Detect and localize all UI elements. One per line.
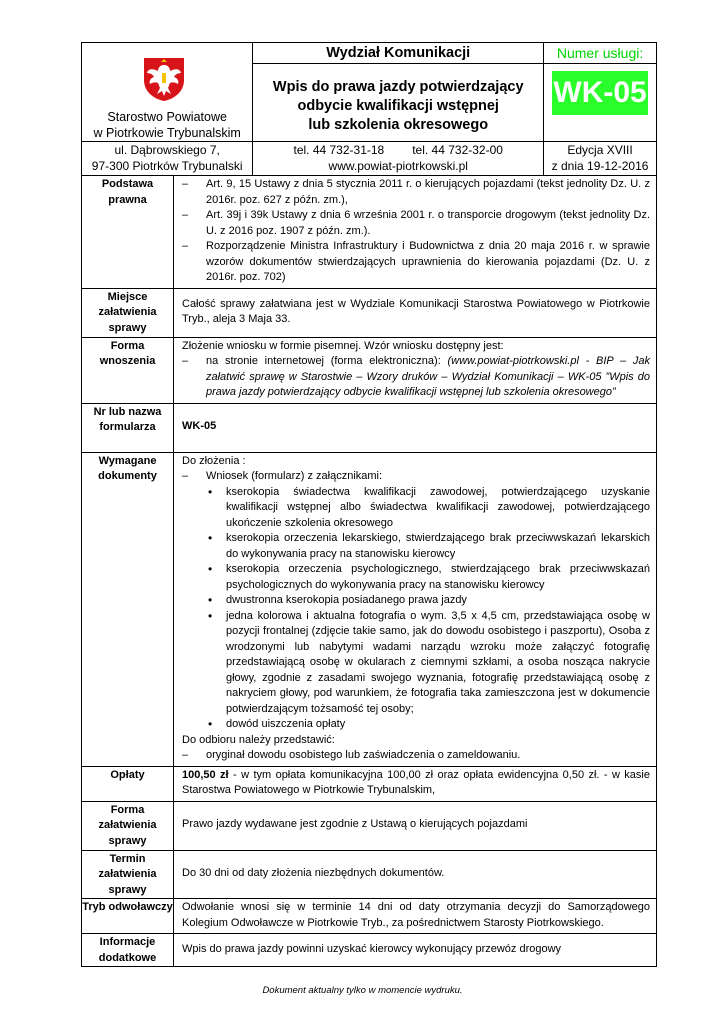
document-item: • jedna kolorowa i aktualna fotografia o wym. 3,5 x 4,5 cm, przedstawiająca osobę w pozycji frontalnej (zdjęcie takie samo, jak do dowodu osobistego i paszportu), Osoba z wrodzonymi lub nabytymi wadami narządu wzroku może załączyć fotografię przedstawiającą osobę w okularach z ciemnymi szkłami, a osoba nosząca nakrycie głowy, zgodnie z zasadami swojego wyznania, fotografię przedstawiającą osobę z nakryciem głowy, pod warunkiem, że fotografia taka zamieszczona jest w dokumencie potwierdzającym tożsamość tej osoby; [182, 609, 650, 718]
form-intro: Złożenie wniosku w formie pisemnej. Wzór wniosku dostępny jest: [182, 339, 504, 352]
service-title [253, 64, 543, 135]
phone-1: tel. 44 732-31-18 [293, 143, 385, 157]
appeal-text: Odwołanie wnosi się w terminie 14 dni od daty otrzymania decyzji do Samorządowego Kolegium Odwoławcze w Piotrkowie Tryb., za pośrednictwem Starosty Piotrkowskiego. [174, 899, 657, 934]
phone-numbers [253, 143, 543, 159]
edition-cell [544, 142, 657, 176]
edition-date: z dnia 19-12-2016 [551, 158, 649, 173]
fee-amount: 100,50 zł [182, 768, 229, 781]
row-form [82, 337, 657, 403]
document-item: • dowód uiszczenia opłaty [182, 717, 650, 733]
label-appeal: Tryb odwoławczy [82, 899, 174, 934]
label-additional-info: Informacje dodatkowe [82, 934, 174, 967]
contact-cell [253, 142, 544, 176]
address-cell [82, 142, 253, 176]
label-required-documents: Wymagane dokumenty [82, 452, 174, 766]
service-title-line2: odbycie kwalifikacji wstępnej [297, 98, 499, 114]
document-item: • kserokopia orzeczenia psychologicznego, stwierdzającego brak przeciwwskazań psychologicznych do wykonywania pracy na stanowisku kierowcy [182, 562, 650, 593]
label-completion: Forma załatwienia sprawy [82, 801, 174, 850]
label-form: Forma wnoszenia [82, 337, 174, 403]
title-cell [253, 43, 544, 142]
form-item [182, 354, 650, 401]
fees-text [174, 766, 657, 801]
department-name: Wydział Komunikacji [253, 43, 543, 64]
service-title-line1: Wpis do prawa jazdy potwierdzający [272, 79, 524, 95]
legal-basis-item: – Rozporządzenie Ministra Infrastruktury i Budownictwa z dnia 20 maja 2016 r. w sprawie wzorów dokumentów stwierdzających uprawnienia do kierowania pojazdami (Dz. U. z 2016r. poz. 702) [182, 239, 650, 286]
document-item: • kserokopia orzeczenia lekarskiego, stwierdzającego brak przeciwwskazań lekarskich do wykonywania pracy na stanowisku kierowcy [182, 531, 650, 562]
row-place [82, 288, 657, 337]
row-required-documents [82, 452, 657, 766]
form-item-path: (www.powiat-piotrkowski.pl - BIP – Jak załatwić sprawę w Starostwie – Wzory druków – Wydział Komunikacji – WK-05 ”Wpis do prawa jazdy potwierdzający odbycie kwalifikacji wstępnej lub szkolenia okresowego” [206, 355, 650, 398]
footer-note: Dokument aktualny tylko w momencie wydruku. [262, 985, 463, 996]
row-legal-basis [82, 176, 657, 288]
label-legal-basis: Podstawa prawna [82, 176, 174, 288]
label-deadline: Termin załatwienia sprawy [82, 850, 174, 899]
edition-label: Edycja XVIII [567, 143, 633, 157]
document-item: • dwustronna kserokopia posiadanego prawa jazdy [182, 593, 650, 609]
form-item-text: na stronie internetowej (forma elektroniczna): [206, 355, 441, 367]
completion-text: Prawo jazdy wydawane jest zgodnie z Ustawą o kierujących pojazdami [174, 801, 657, 850]
row-additional-info [82, 934, 657, 967]
legal-basis-list [174, 176, 657, 288]
pickup-item: – oryginał dowodu osobistego lub zaświadczenia o zameldowaniu. [182, 748, 650, 764]
label-form-name: Nr lub nazwa formularza [82, 403, 174, 452]
fee-details: - w tym opłata komunikacyjna 100,00 zł oraz opłata ewidencyjna 0,50 zł. - w kasie Starostwa Powiatowego w Piotrkowie Trybunalskim, [182, 768, 650, 796]
row-appeal [82, 899, 657, 934]
legal-basis-item: – Art. 9, 15 Ustawy z dnia 5 stycznia 2011 r. o kierujących pojazdami (tekst jednolity Dz. U. z 2016r. poz. 627 z późn. zm.), [182, 177, 650, 208]
office-name [82, 109, 252, 141]
office-cell [82, 43, 253, 142]
service-number: WK-05 [552, 71, 648, 115]
coat-of-arms-icon [138, 56, 190, 102]
row-deadline [82, 850, 657, 899]
document-item: • kserokopia świadectwa kwalifikacji zawodowej, potwierdzającego uzyskanie kwalifikacji wstępnej albo świadectwa kwalifikacji zawodowej, potwierdzającego ukończenie szkolenia okresowego [182, 485, 650, 532]
label-fees: Opłaty [82, 766, 174, 801]
website-address: www.powiat-piotrkowski.pl [328, 158, 468, 173]
phone-2: tel. 44 732-32-00 [412, 143, 503, 157]
address-line1: ul. Dąbrowskiego 7, [114, 143, 220, 157]
label-place: Miejsce załatwienia sprawy [82, 288, 174, 337]
header-table [81, 42, 657, 176]
additional-info-text: Wpis do prawa jazdy powinni uzyskać kierowcy wykonujący przewóz drogowy [174, 934, 657, 967]
pickup-intro: Do odbioru należy przedstawić: [182, 733, 335, 746]
service-number-label: Numer usługi: [544, 43, 656, 64]
row-form-name [82, 403, 657, 452]
required-documents [174, 452, 657, 766]
service-number-cell [544, 43, 657, 142]
place-text: Całość sprawy załatwiana jest w Wydziale Komunikacji Starostwa Powiatowego w Piotrkowie Tryb., aleja 3 Maja 33. [174, 288, 657, 337]
deadline-text: Do 30 dni od daty złożenia niezbędnych dokumentów. [174, 850, 657, 899]
document-page [81, 42, 657, 967]
legal-basis-item: – Art. 39j i 39k Ustawy z dnia 6 września 2001 r. o transporcie drogowym (tekst jednolity Dz. U. z 2016 poz. 1907 z późn. zm.). [182, 208, 650, 239]
row-completion [82, 801, 657, 850]
info-table [81, 176, 657, 967]
form-name: WK-05 [174, 403, 657, 452]
office-name-line1: Starostwo Powiatowe [107, 110, 227, 124]
form-content [174, 337, 657, 403]
documents-intro: Do złożenia : [182, 454, 246, 467]
office-name-line2: w Piotrkowie Trybunalskim [93, 126, 241, 140]
row-fees [82, 766, 657, 801]
documents-main-item: – Wniosek (formularz) z załącznikami: [182, 469, 650, 485]
address-line2: 97-300 Piotrków Trybunalski [91, 158, 243, 173]
service-title-line3: lub szkolenia okresowego [308, 117, 489, 133]
